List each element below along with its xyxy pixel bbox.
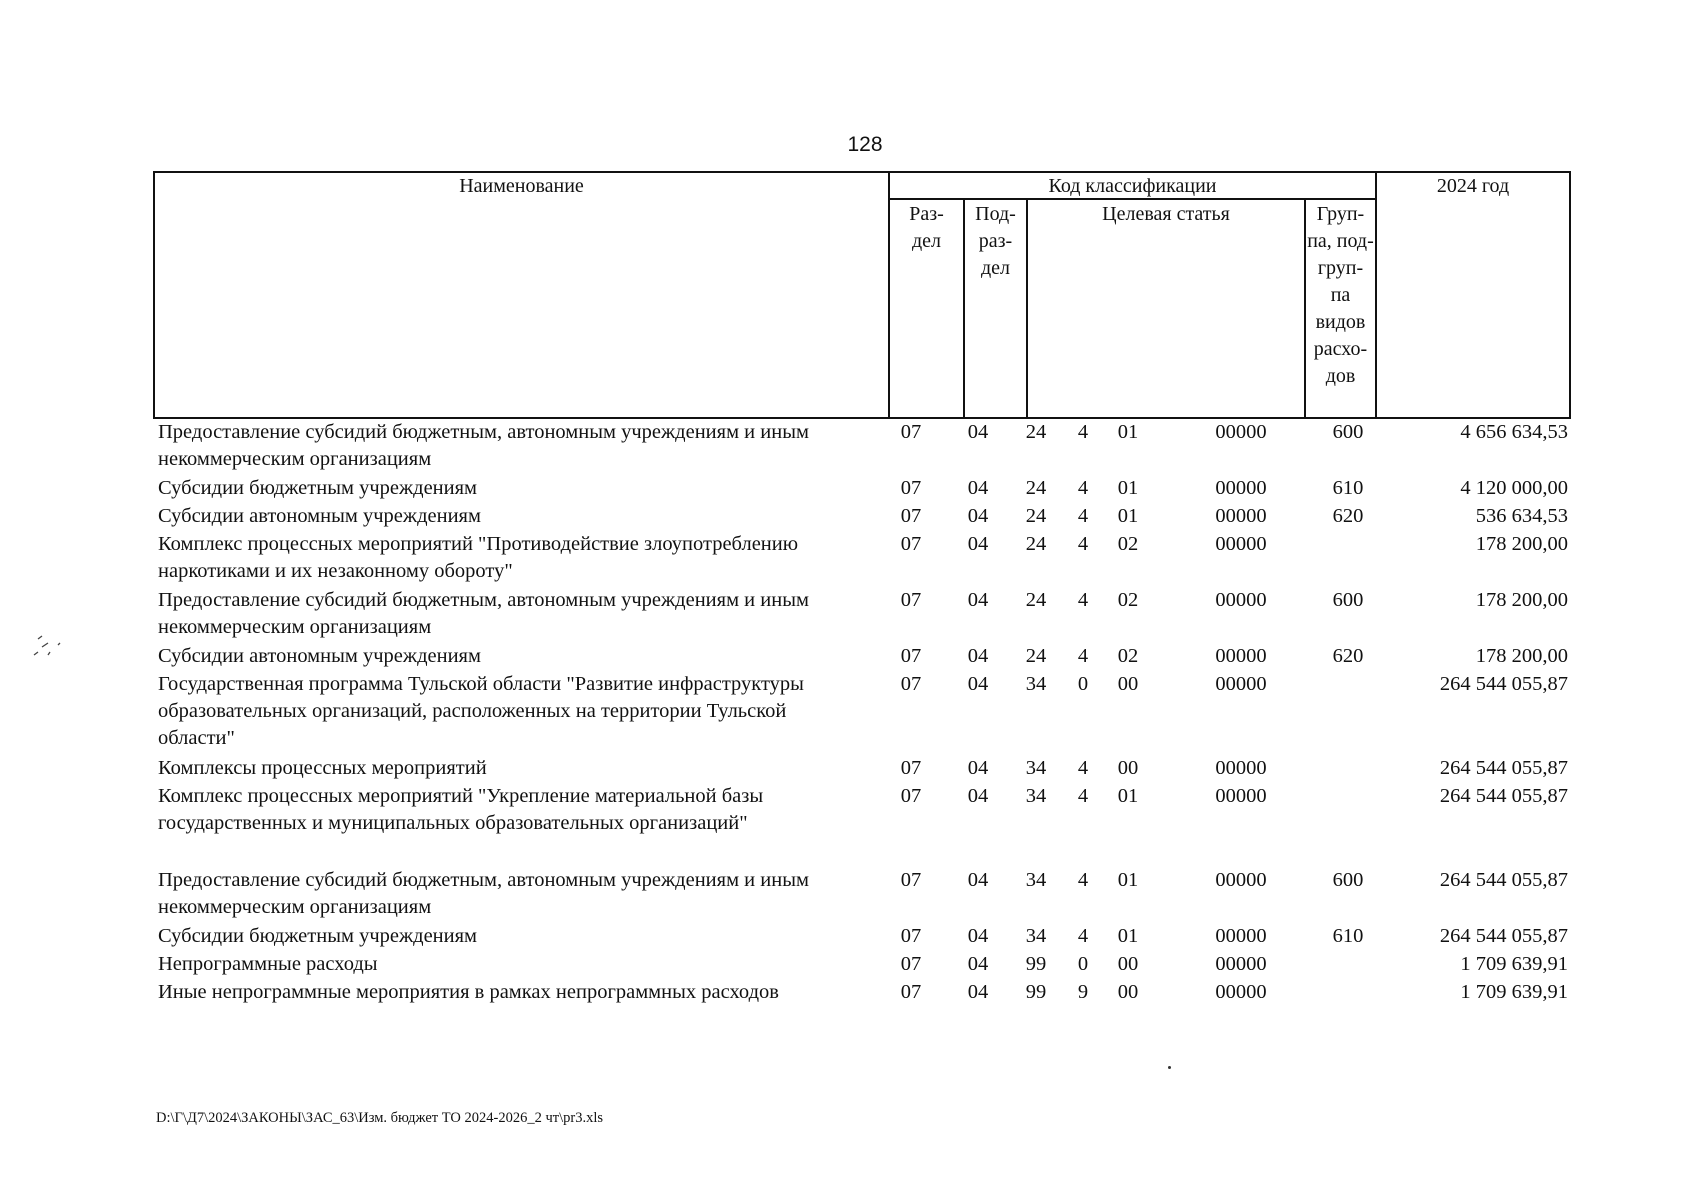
row-name: Иные непрограммные мероприятия в рамках непрограммных расходов xyxy=(158,981,779,1003)
row-razdel: 07 xyxy=(900,421,922,443)
row-target-type: 4 xyxy=(1077,589,1089,611)
header-razdel: Раз- дел xyxy=(909,203,944,252)
row-target-event: 00 xyxy=(1117,757,1139,779)
row-target-program: 34 xyxy=(1025,673,1047,695)
row-podrazdel: 04 xyxy=(967,421,989,443)
row-target-direction: 00000 xyxy=(1215,645,1267,667)
row-target-type: 4 xyxy=(1077,505,1089,527)
row-target-event: 00 xyxy=(1117,673,1139,695)
row-amount: 264 544 055,87 xyxy=(1439,785,1568,807)
row-target-type: 4 xyxy=(1077,477,1089,499)
table-row xyxy=(153,531,1571,587)
row-target-program: 24 xyxy=(1025,477,1047,499)
header-divider-podrazdel xyxy=(1026,198,1028,419)
row-expense-group: 620 xyxy=(1332,645,1364,667)
row-razdel: 07 xyxy=(900,925,922,947)
row-target-event: 01 xyxy=(1117,477,1139,499)
row-target-type: 4 xyxy=(1077,533,1089,555)
row-podrazdel: 04 xyxy=(967,673,989,695)
row-razdel: 07 xyxy=(900,505,922,527)
row-amount: 178 200,00 xyxy=(1475,645,1568,667)
row-target-direction: 00000 xyxy=(1215,421,1267,443)
row-target-event: 01 xyxy=(1117,925,1139,947)
row-target-type: 0 xyxy=(1077,953,1089,975)
row-name: Субсидии бюджетным учреждениям xyxy=(158,925,478,947)
row-name: Комплекс процессных мероприятий "Противодействие злоупотреблению наркотиками и их незаконному обороту" xyxy=(158,533,799,582)
row-target-event: 02 xyxy=(1117,589,1139,611)
row-podrazdel: 04 xyxy=(967,505,989,527)
row-name: Государственная программа Тульской области "Развитие инфраструктуры образовательных организаций, расположенных на территории Тульской области" xyxy=(158,673,804,749)
row-target-type: 4 xyxy=(1077,421,1089,443)
row-razdel: 07 xyxy=(900,869,922,891)
row-expense-group: 610 xyxy=(1332,477,1364,499)
row-target-program: 99 xyxy=(1025,953,1047,975)
row-podrazdel: 04 xyxy=(967,757,989,779)
row-target-type: 0 xyxy=(1077,673,1089,695)
table-row xyxy=(153,475,1571,503)
row-target-event: 01 xyxy=(1117,869,1139,891)
table-row xyxy=(153,867,1571,923)
file-path-footer: D:\Г\Д7\2024\ЗАКОНЫ\ЗАС_63\Изм. бюджет ТО 2024-2026_2 чт\pr3.xls xyxy=(156,1110,604,1126)
table-header xyxy=(153,171,1571,419)
row-target-direction: 00000 xyxy=(1215,533,1267,555)
row-amount: 264 544 055,87 xyxy=(1439,869,1568,891)
row-target-type: 4 xyxy=(1077,757,1089,779)
row-amount: 1 709 639,91 xyxy=(1460,953,1568,975)
row-target-program: 34 xyxy=(1025,925,1047,947)
row-razdel: 07 xyxy=(900,785,922,807)
row-expense-group: 600 xyxy=(1332,589,1364,611)
row-amount: 4 656 634,53 xyxy=(1460,421,1568,443)
row-name: Субсидии бюджетным учреждениям xyxy=(158,477,478,499)
row-target-program: 24 xyxy=(1025,421,1047,443)
header-target: Целевая статья xyxy=(1102,203,1230,225)
header-divider-year xyxy=(1375,171,1377,419)
row-podrazdel: 04 xyxy=(967,925,989,947)
row-target-type: 4 xyxy=(1077,785,1089,807)
row-expense-group: 600 xyxy=(1332,869,1364,891)
row-target-program: 99 xyxy=(1025,981,1047,1003)
row-target-direction: 00000 xyxy=(1215,925,1267,947)
row-target-event: 01 xyxy=(1117,421,1139,443)
row-name: Субсидии автономным учреждениям xyxy=(158,505,481,527)
row-podrazdel: 04 xyxy=(967,981,989,1003)
row-name: Субсидии автономным учреждениям xyxy=(158,645,481,667)
row-amount: 264 544 055,87 xyxy=(1439,757,1568,779)
header-left-border xyxy=(153,171,155,419)
table-row xyxy=(153,587,1571,643)
row-amount: 4 120 000,00 xyxy=(1460,477,1568,499)
table-row xyxy=(153,671,1571,755)
row-target-direction: 00000 xyxy=(1215,673,1267,695)
row-name: Комплекс процессных мероприятий "Укрепление материальной базы государственных и муниципальных образовательных организаций" xyxy=(158,785,764,834)
row-target-direction: 00000 xyxy=(1215,869,1267,891)
scan-margin-marks xyxy=(26,635,76,680)
row-amount: 1 709 639,91 xyxy=(1460,981,1568,1003)
row-amount: 178 200,00 xyxy=(1475,533,1568,555)
row-amount: 264 544 055,87 xyxy=(1439,673,1568,695)
row-target-direction: 00000 xyxy=(1215,505,1267,527)
header-classification: Код классификации xyxy=(1048,175,1217,197)
row-razdel: 07 xyxy=(900,589,922,611)
row-target-program: 34 xyxy=(1025,785,1047,807)
row-target-event: 00 xyxy=(1117,981,1139,1003)
row-target-type: 9 xyxy=(1077,981,1089,1003)
row-razdel: 07 xyxy=(900,757,922,779)
row-podrazdel: 04 xyxy=(967,589,989,611)
row-target-event: 01 xyxy=(1117,505,1139,527)
row-expense-group: 600 xyxy=(1332,421,1364,443)
row-razdel: 07 xyxy=(900,953,922,975)
table-row xyxy=(153,923,1571,951)
header-name: Наименование xyxy=(459,175,584,197)
row-razdel: 07 xyxy=(900,981,922,1003)
row-target-event: 02 xyxy=(1117,533,1139,555)
row-target-event: 02 xyxy=(1117,645,1139,667)
row-target-direction: 00000 xyxy=(1215,981,1267,1003)
header-year: 2024 год xyxy=(1436,175,1510,197)
scan-artifact-dot xyxy=(1168,1066,1171,1069)
row-target-program: 24 xyxy=(1025,589,1047,611)
row-razdel: 07 xyxy=(900,673,922,695)
row-name: Предоставление субсидий бюджетным, автономным учреждениям и иным некоммерческим организациям xyxy=(158,421,809,470)
row-amount: 536 634,53 xyxy=(1475,505,1568,527)
page-number: 128 xyxy=(847,133,883,156)
row-target-direction: 00000 xyxy=(1215,477,1267,499)
row-target-program: 24 xyxy=(1025,645,1047,667)
row-expense-group: 610 xyxy=(1332,925,1364,947)
row-name: Предоставление субсидий бюджетным, автономным учреждениям и иным некоммерческим организациям xyxy=(158,589,809,638)
row-expense-group: 620 xyxy=(1332,505,1364,527)
table-body xyxy=(153,419,1571,1007)
row-podrazdel: 04 xyxy=(967,645,989,667)
row-target-event: 01 xyxy=(1117,785,1139,807)
table-row xyxy=(153,419,1571,475)
row-target-program: 24 xyxy=(1025,533,1047,555)
row-target-type: 4 xyxy=(1077,925,1089,947)
row-podrazdel: 04 xyxy=(967,953,989,975)
row-target-program: 24 xyxy=(1025,505,1047,527)
row-target-type: 4 xyxy=(1077,645,1089,667)
header-podrazdel: Под- раз- дел xyxy=(975,203,1016,279)
row-razdel: 07 xyxy=(900,533,922,555)
header-vid: Груп- па, под- груп- па видов расхо- дов xyxy=(1307,203,1374,387)
row-podrazdel: 04 xyxy=(967,533,989,555)
row-podrazdel: 04 xyxy=(967,477,989,499)
table-row xyxy=(153,783,1571,867)
row-name: Непрограммные расходы xyxy=(158,953,378,975)
table-row xyxy=(153,979,1571,1007)
row-target-program: 34 xyxy=(1025,757,1047,779)
row-target-direction: 00000 xyxy=(1215,785,1267,807)
table-row xyxy=(153,643,1571,671)
row-razdel: 07 xyxy=(900,477,922,499)
row-target-direction: 00000 xyxy=(1215,757,1267,779)
row-name: Предоставление субсидий бюджетным, автономным учреждениям и иным некоммерческим организациям xyxy=(158,869,809,918)
row-podrazdel: 04 xyxy=(967,785,989,807)
row-amount: 178 200,00 xyxy=(1475,589,1568,611)
row-target-direction: 00000 xyxy=(1215,589,1267,611)
table-row xyxy=(153,951,1571,979)
row-amount: 264 544 055,87 xyxy=(1439,925,1568,947)
row-target-event: 00 xyxy=(1117,953,1139,975)
row-target-direction: 00000 xyxy=(1215,953,1267,975)
header-right-border xyxy=(1569,171,1571,419)
row-target-program: 34 xyxy=(1025,869,1047,891)
table-row xyxy=(153,755,1571,783)
row-name: Комплексы процессных мероприятий xyxy=(158,757,487,779)
table-row xyxy=(153,503,1571,531)
row-podrazdel: 04 xyxy=(967,869,989,891)
row-target-type: 4 xyxy=(1077,869,1089,891)
row-razdel: 07 xyxy=(900,645,922,667)
